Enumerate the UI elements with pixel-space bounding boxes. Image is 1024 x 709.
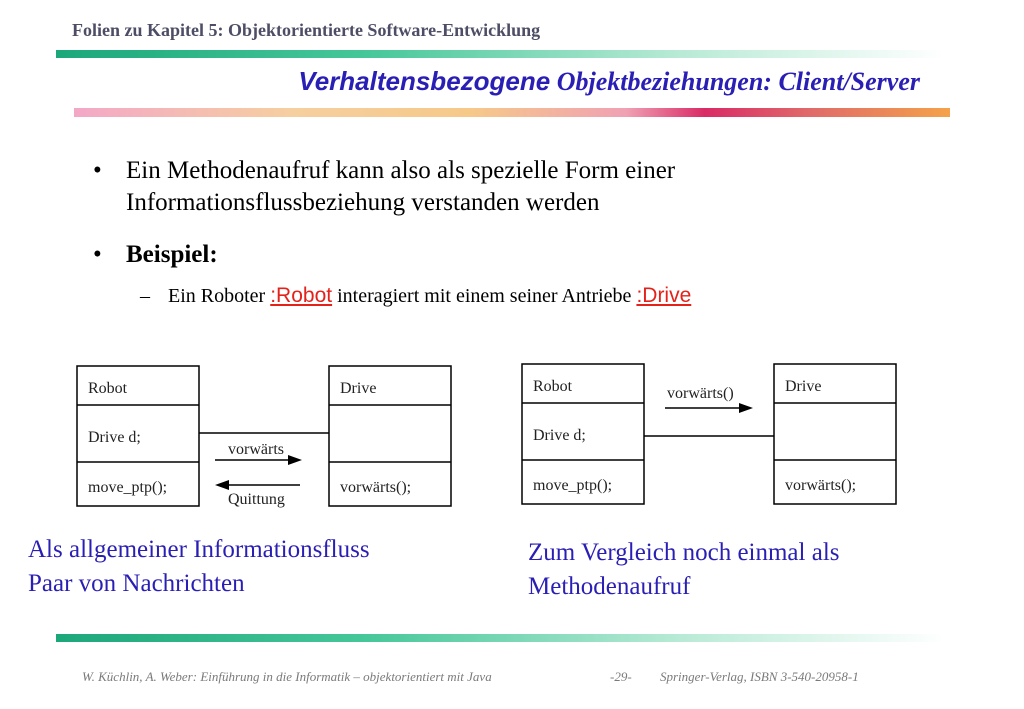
- left-drive-name: Drive: [340, 380, 377, 397]
- left-robot-name: Robot: [88, 380, 128, 397]
- right-drive-method: vorwärts();: [785, 477, 857, 494]
- drive-link[interactable]: :Drive: [636, 284, 692, 307]
- bullet-dot-2: •: [93, 241, 102, 268]
- bullet-2: Beispiel:: [126, 241, 218, 268]
- left-drive-class: [329, 366, 451, 506]
- bullet-1: Ein Methodenaufruf kann also als spezielle Form einer Informationsflussbeziehung verstanden werden: [126, 157, 676, 216]
- sub-middle: interagiert mit einem seiner Antriebe: [337, 285, 632, 307]
- diagram-left: [70, 360, 460, 515]
- left-arrow-forward-head: [288, 455, 302, 465]
- caption-left-line2: Paar von Nachrichten: [28, 570, 245, 597]
- title-divider: [74, 108, 950, 117]
- slide-title: [298, 66, 920, 97]
- left-arrow-back-head: [215, 480, 229, 490]
- left-robot-attribute: Drive d;: [88, 429, 141, 446]
- sub-prefix: Ein Roboter: [168, 285, 266, 307]
- left-message-back: Quittung: [228, 491, 285, 508]
- right-drive-name: Drive: [785, 378, 822, 395]
- footer-divider: [56, 634, 946, 642]
- caption-left-line1: Als allgemeiner Informationsfluss: [28, 536, 370, 563]
- right-drive-class: [774, 364, 896, 504]
- caption-right: [528, 536, 840, 604]
- slide-title-part1: Verhaltensbezogene: [298, 66, 551, 96]
- right-arrow-head: [739, 403, 753, 413]
- header-divider: [56, 50, 946, 58]
- footer-publisher: Springer-Verlag, ISBN 3-540-20958-1: [660, 669, 859, 684]
- robot-link[interactable]: :Robot: [270, 284, 333, 307]
- caption-right-line2: Methodenaufruf: [528, 573, 691, 600]
- right-robot-attribute: Drive d;: [533, 427, 586, 444]
- diagram-right: [515, 358, 905, 513]
- left-robot-class: [77, 366, 199, 506]
- caption-left: [28, 533, 370, 601]
- right-robot-class: [522, 364, 644, 504]
- footer-page-number: -29-: [610, 669, 632, 684]
- left-message-forward: vorwärts: [228, 441, 284, 458]
- slide-title-part2: Objektbeziehungen: Client/Server: [556, 67, 920, 96]
- sub-bullet: [140, 281, 691, 311]
- footer-authors: W. Küchlin, A. Weber: Einführung in die Informatik – objektorientiert mit Java: [82, 669, 492, 684]
- caption-right-line1: Zum Vergleich noch einmal als: [528, 539, 840, 566]
- right-robot-method: move_ptp();: [533, 477, 613, 494]
- left-robot-method: move_ptp();: [88, 479, 168, 496]
- course-header: Folien zu Kapitel 5: Objektorientierte Software-Entwicklung: [72, 20, 541, 40]
- sub-bullet-dash: –: [140, 285, 150, 307]
- right-robot-name: Robot: [533, 378, 573, 395]
- left-drive-method: vorwärts();: [340, 479, 412, 496]
- right-message: vorwärts(): [667, 385, 734, 402]
- bullet-dot-1: •: [93, 157, 102, 184]
